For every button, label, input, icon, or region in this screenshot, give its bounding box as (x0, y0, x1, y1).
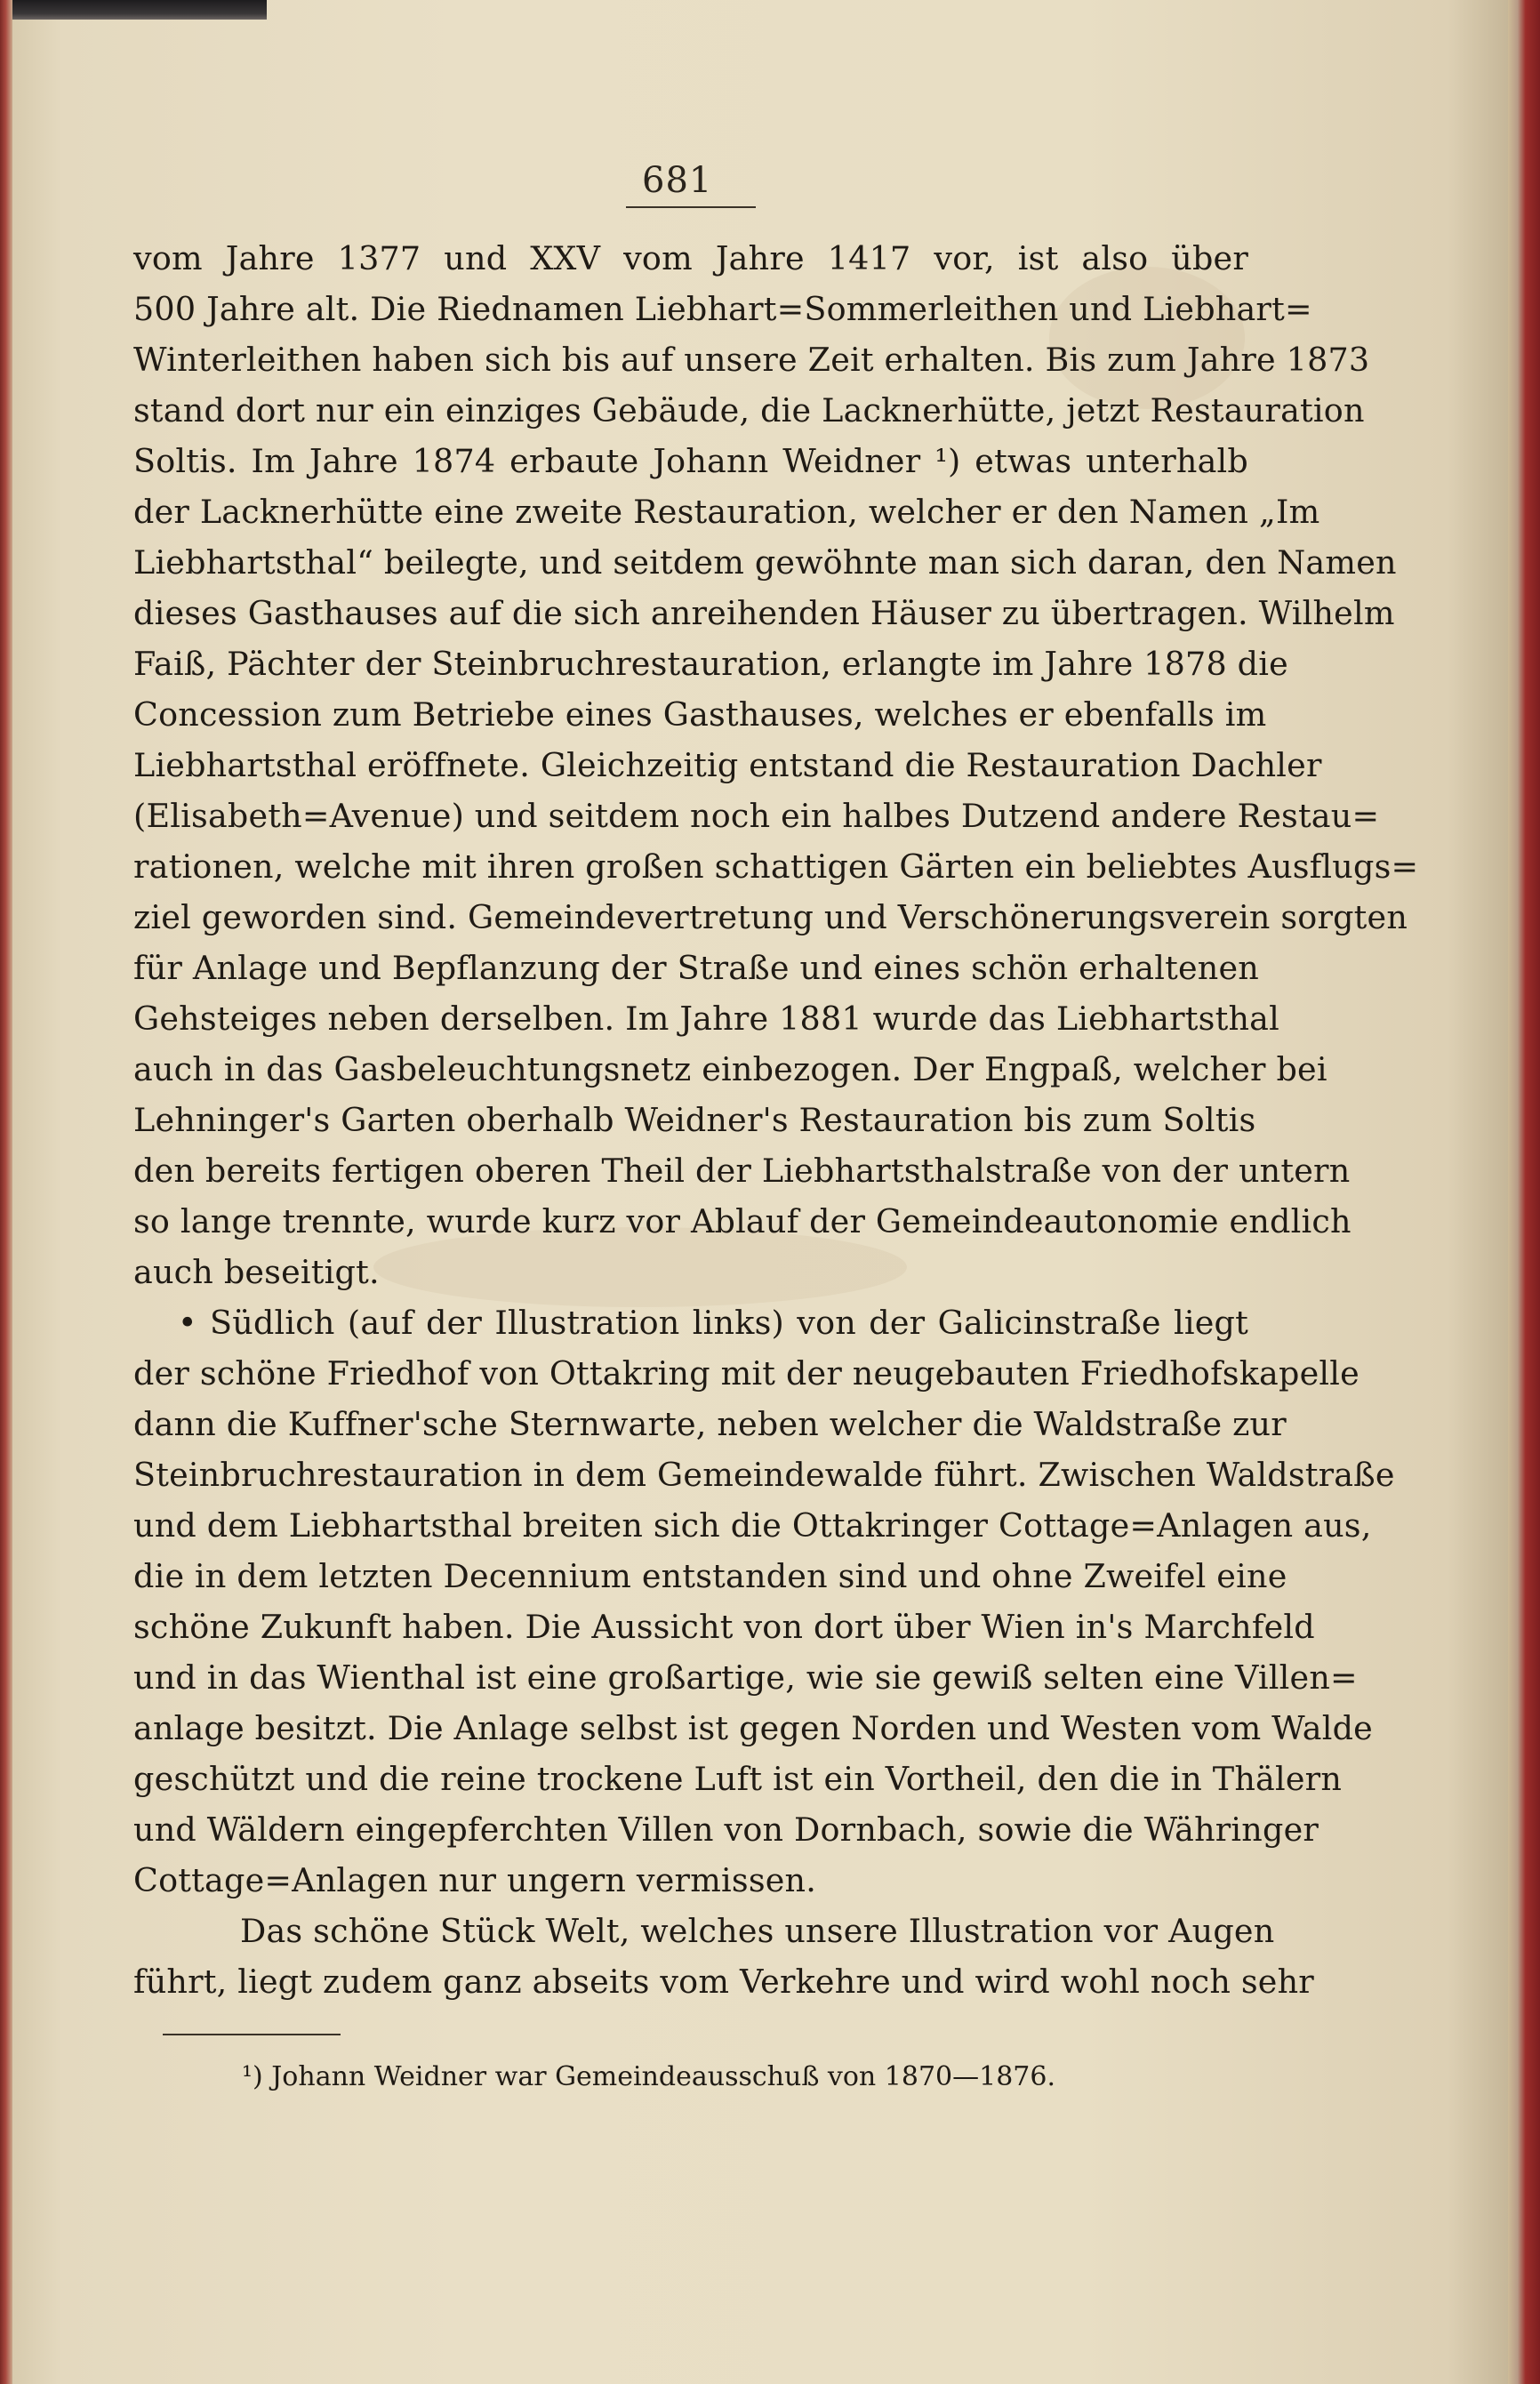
text-line: Winterleithen haben sich bis auf unsere Zeit erhalten. Bis zum Jahre 1873 (133, 341, 1370, 379)
paragraph-1 (133, 233, 1419, 1297)
text-line: der schöne Friedhof von Ottakring mit der neugebauten Friedhofskapelle (133, 1354, 1360, 1393)
left-binding-edge (0, 0, 12, 2384)
text-line: Faiß, Pächter der Steinbruchrestauration, erlangte im Jahre 1878 die (133, 645, 1288, 683)
paragraph-3 (133, 1906, 1314, 2007)
text-line: und in das Wienthal ist eine großartige, wie sie gewiß selten eine Villen= (133, 1658, 1358, 1697)
text-line: den bereits fertigen oberen Theil der Liebhartsthalstraße von der untern (133, 1152, 1351, 1190)
footnote-text: Johann Weidner war Gemeindeausschuß von 1870—1876. (271, 2061, 1055, 2092)
text-line: stand dort nur ein einziges Gebäude, die Lacknerhütte, jetzt Restauration (133, 391, 1365, 429)
text-line: Das schöne Stück Welt, welches unsere Illustration vor Augen (240, 1912, 1275, 1950)
footnote (242, 2061, 1055, 2092)
text-line: die in dem letzten Decennium entstanden sind und ohne Zweifel eine (133, 1557, 1287, 1595)
text-line: dann die Kuffner'sche Sternwarte, neben welcher die Waldstraße zur (133, 1405, 1287, 1443)
text-line: für Anlage und Bepflanzung der Straße und eines schön erhaltenen (133, 949, 1259, 987)
right-page-edge (1508, 0, 1540, 2384)
text-line: Liebhartsthal“ beilegte, und seitdem gewöhnte man sich daran, den Namen (133, 543, 1397, 582)
body-text (133, 233, 1419, 2007)
text-line: und dem Liebhartsthal breiten sich die Ottakringer Cottage=Anlagen aus, (133, 1506, 1372, 1545)
text-line: auch in das Gasbeleuchtungsnetz einbezogen. Der Engpaß, welcher bei (133, 1050, 1327, 1088)
footnote-marker: ¹) (242, 2061, 263, 2092)
page-number-rule (626, 206, 756, 208)
text-line: (Elisabeth=Avenue) und seitdem noch ein halbes Dutzend andere Restau= (133, 797, 1380, 835)
paragraph-2 (133, 1297, 1395, 1906)
text-line: Liebhartsthal eröffnete. Gleichzeitig entstand die Restauration Dachler (133, 746, 1322, 784)
text-line: so lange trennte, wurde kurz vor Ablauf der Gemeindeautonomie endlich (133, 1202, 1352, 1240)
page-number: 681 (642, 160, 713, 201)
text-line: anlage besitzt. Die Anlage selbst ist gegen Norden und Westen vom Walde (133, 1709, 1373, 1747)
text-line: ziel geworden sind. Gemeindevertretung und Verschönerungsverein sorgten (133, 898, 1408, 936)
text-line: Gehsteiges neben derselben. Im Jahre 1881 wurde das Liebhartsthal (133, 999, 1280, 1038)
text-line: rationen, welche mit ihren großen schattigen Gärten ein beliebtes Ausflugs= (133, 847, 1419, 886)
text-line: vom Jahre 1377 und XXV vom Jahre 1417 vor, ist also über (133, 239, 1248, 277)
text-line: 500 Jahre alt. Die Riednamen Liebhart=Sommerleithen und Liebhart= (133, 290, 1312, 328)
text-line: Lehninger's Garten oberhalb Weidner's Restauration bis zum Soltis (133, 1101, 1256, 1139)
footnote-rule (163, 2034, 341, 2035)
page-corner-tab (0, 0, 267, 20)
text-line: dieses Gasthauses auf die sich anreihenden Häuser zu übertragen. Wilhelm (133, 594, 1395, 632)
text-line: auch beseitigt. (133, 1253, 380, 1291)
text-line: Concession zum Betriebe eines Gasthauses, welches er ebenfalls im (133, 695, 1267, 734)
text-line: schöne Zukunft haben. Die Aussicht von dort über Wien in's Marchfeld (133, 1608, 1315, 1646)
text-line: führt, liegt zudem ganz abseits vom Verkehre und wird wohl noch sehr (133, 1963, 1314, 2001)
text-line: Steinbruchrestauration in dem Gemeindewalde führt. Zwischen Waldstraße (133, 1456, 1395, 1494)
text-line: geschützt und die reine trockene Luft ist ein Vortheil, den die in Thälern (133, 1760, 1343, 1798)
text-line: Soltis. Im Jahre 1874 erbaute Johann Weidner ¹) etwas unterhalb (133, 442, 1248, 480)
text-line: Cottage=Anlagen nur ungern vermissen. (133, 1861, 817, 1899)
text-line: der Lacknerhütte eine zweite Restauration, welcher er den Namen „Im (133, 493, 1320, 531)
text-line: • Südlich (auf der Illustration links) von der Galicinstraße liegt (178, 1304, 1248, 1342)
text-line: und Wäldern eingepferchten Villen von Dornbach, sowie die Währinger (133, 1810, 1319, 1849)
